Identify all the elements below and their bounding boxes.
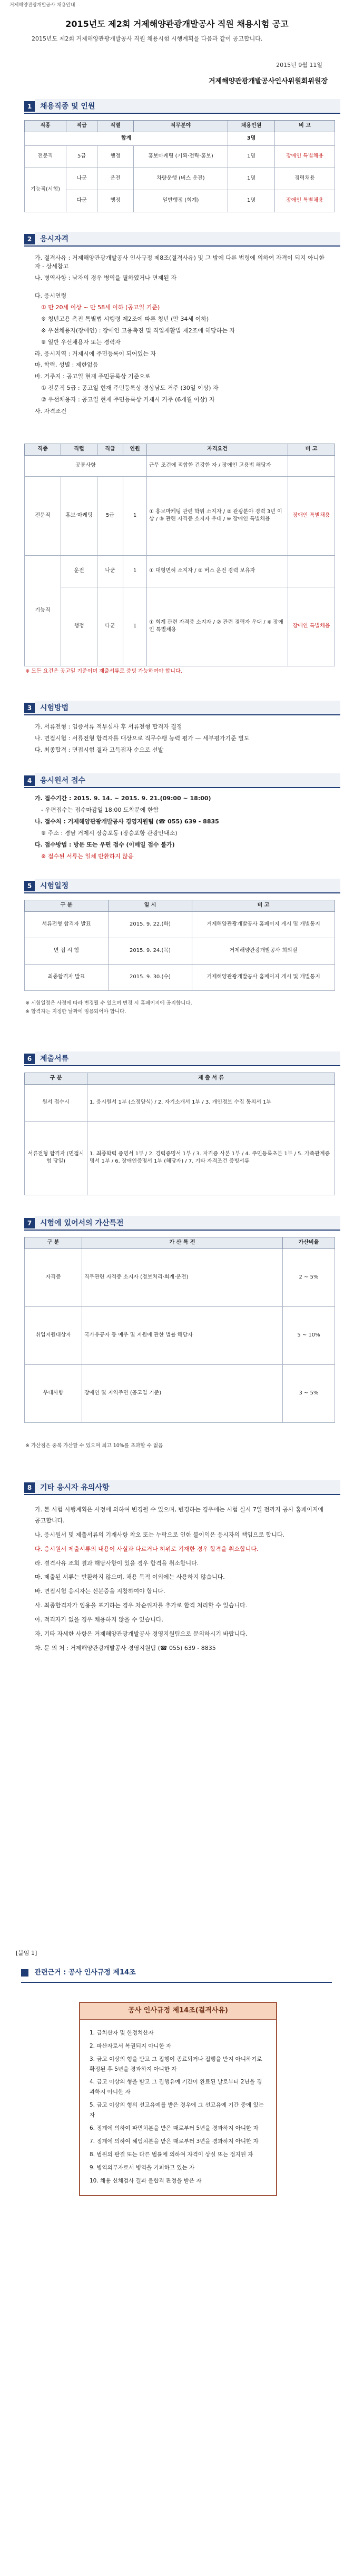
table-cell: 1 xyxy=(123,587,147,666)
item: ① 만 20세 이상 ~ 만 58세 이하 (공고일 기준) xyxy=(41,303,160,311)
disqualification-box xyxy=(79,2002,277,2196)
qualification-table xyxy=(24,444,335,666)
table-cell: 면 접 시 험 xyxy=(25,938,109,964)
item: 나. 병역사항 : 남자의 경우 병역을 필하였거나 면제된 자 xyxy=(35,274,176,281)
section-number: 7 xyxy=(24,1218,35,1228)
table-cell: 홍보·마케팅 xyxy=(61,476,97,555)
item: 다. 응시연령 xyxy=(35,292,67,299)
table-cell: 2 ~ 5% xyxy=(283,1248,335,1306)
col-header: 가산비율 xyxy=(283,1237,335,1249)
table-cell: 서류전형 합격자 발표 xyxy=(25,911,109,938)
table-cell: ① 회계 관련 자격증 소지자 / ② 관련 경력자 우대 / ※ 장애인 특별채용 xyxy=(147,587,288,666)
item: 라. 응시지역 : 거제시에 주민등록이 되어있는 자 xyxy=(35,350,156,357)
list-item: 5. 금고 이상의 형의 선고유예를 받은 경우에 그 선고유예 기간 중에 있는 자 xyxy=(90,2102,264,2119)
box-title: 공사 인사규정 제14조(결격사유) xyxy=(80,2003,276,2020)
section-title: 시험에 있어서의 가산특전 xyxy=(40,1219,124,1227)
total-label: 합계 xyxy=(25,132,228,145)
list-item: 가. 본 시험 시행계획은 사정에 의하여 변경될 수 있으며, 변경하는 경우에는 시험 실시 7일 전까지 공사 홈페이지에 공고합니다. xyxy=(35,1506,324,1524)
section-1-header xyxy=(14,99,340,114)
section-title: 채용직종 및 인원 xyxy=(40,102,95,111)
item: 사. 자격조건 xyxy=(35,408,67,415)
table-cell: 5급 xyxy=(66,145,97,168)
list-item: 9. 병역의무자로서 병역을 기피하고 있는 자 xyxy=(90,2164,195,2171)
item: ※ 우선채용자(장애인) : 장애인 고용촉진 및 직업재활법 제2조에 해당하는 자 xyxy=(41,327,235,334)
attachment-label: [붙임 1] xyxy=(16,1950,37,1956)
bonus-table xyxy=(24,1237,335,1423)
list-item: 라. 결격사유 조회 결과 해당사항이 있을 경우 합격을 취소합니다. xyxy=(35,1559,199,1567)
table-cell: 전문직 xyxy=(25,145,66,168)
table-cell: 기능직 xyxy=(25,555,61,666)
item: ※ 일반 우선채용자 또는 경력자 xyxy=(41,338,121,346)
section-3-header xyxy=(14,701,340,715)
table-cell: 일반행정 (회계) xyxy=(134,190,228,212)
list-item: 바. 면접시험 응시자는 신분증을 지참하여야 합니다. xyxy=(35,1588,165,1595)
list-item: 10. 채용 신체검사 결과 불합격 판정을 받은 자 xyxy=(90,2177,202,2184)
section-title: 시험일정 xyxy=(40,882,69,890)
recruit-table xyxy=(24,120,335,212)
schedule-note: ※ 합격자는 지정한 날짜에 임용되어야 합니다. xyxy=(25,1009,126,1015)
col-header: 인원 xyxy=(123,444,147,456)
table-cell: 장애인 특별채용 xyxy=(288,476,335,555)
table-cell: 1명 xyxy=(228,145,275,168)
notice-list xyxy=(35,1505,330,1657)
table-cell: 최종합격자 발표 xyxy=(25,964,109,990)
table-cell: 장애인 특별채용 xyxy=(288,587,335,666)
list-item: 1. 금치산자 및 한정치산자 xyxy=(90,2029,154,2036)
item: 바. 거주지 : 공고일 현재 주민등록상 기준으로 xyxy=(35,373,151,380)
col-header: 직급 xyxy=(97,444,123,456)
table-cell: 1 xyxy=(123,476,147,555)
section-title: 응시자격 xyxy=(40,235,69,243)
table-cell: 서류전형 합격자 (면접시험 당일) xyxy=(25,1121,87,1195)
item: 다. 최종합격 : 면접시험 결과 고득점자 순으로 선발 xyxy=(35,746,164,753)
col-header: 자격요건 xyxy=(147,444,288,456)
table-cell: 원서 접수시 xyxy=(25,1084,87,1121)
col-header: 구 분 xyxy=(25,1073,87,1085)
col-header: 직종 xyxy=(25,121,66,132)
section-number: 4 xyxy=(24,775,35,786)
intro-text: 2015년도 제2회 거제해양관광개발공사 직원 채용시험 시행계획을 다음과 같이 공고합니다. xyxy=(32,35,263,42)
col-header: 직렬 xyxy=(61,444,97,456)
breadcrumb: 거제해양관광개발공사 채용안내 xyxy=(9,3,75,8)
table-cell: 거제해양관광개발공사 홈페이지 게시 및 개별통지 xyxy=(192,964,335,990)
list-item: 8. 법원의 판결 또는 다른 법률에 의하여 자격이 상실 또는 정지된 자 xyxy=(90,2151,253,2158)
section-4-header xyxy=(14,773,340,788)
exam-method-text xyxy=(35,723,330,758)
col-header: 채용인원 xyxy=(228,121,275,132)
table-cell: 1. 응시원서 1부 (소정양식) / 2. 자기소개서 1부 / 3. 개인정보 수집 동의서 1부 xyxy=(87,1084,335,1121)
table-cell: 나군 xyxy=(97,555,123,587)
col-header: 일 시 xyxy=(109,900,192,912)
section-title: 응시원서 접수 xyxy=(40,776,86,785)
documents-table xyxy=(24,1073,335,1195)
section-title: 시험방법 xyxy=(40,704,69,712)
list-item: 아. 적격자가 없을 경우 채용하지 않을 수 있습니다. xyxy=(35,1616,163,1624)
list-item: 6. 징계에 의하여 파면처분을 받은 때로부터 5년을 경과하지 아니한 자 xyxy=(90,2125,259,2131)
section-title: 제출서류 xyxy=(40,1055,69,1063)
table-cell: 거제해양관광개발공사 회의실 xyxy=(192,938,335,964)
table-cell: 경력채용 xyxy=(275,168,335,190)
list-item: 마. 제출된 서류는 반환하지 않으며, 채용 목적 이외에는 사용하지 않습니다. xyxy=(35,1574,225,1581)
announce-date: 2015년 9월 11일 xyxy=(276,62,322,68)
list-item: 7. 징계에 의하여 해임처분을 받은 때로부터 3년을 경과하지 아니한 자 xyxy=(90,2138,259,2145)
table-cell: 행정 xyxy=(97,145,134,168)
table-cell xyxy=(288,455,335,476)
table-cell xyxy=(288,555,335,587)
table-cell: 운전 xyxy=(61,555,97,587)
section-number: 8 xyxy=(24,1482,35,1493)
issuer: 거제해양관광개발공사인사위원회위원장 xyxy=(208,77,328,85)
table-cell: 장애인 및 지역주민 (공고일 기준) xyxy=(82,1364,283,1422)
col-header: 직무분야 xyxy=(134,121,228,132)
item: 나. 면접시험 : 서류전형 합격자를 대상으로 직무수행 능력 평가 — 세부평가기준 별도 xyxy=(35,734,250,742)
col-header: 비 고 xyxy=(192,900,335,912)
attachment-subtitle: 관련근거 : 공사 인사규정 제14조 xyxy=(34,1969,136,1977)
table-cell: 공통사항 xyxy=(25,455,147,476)
table-cell: 2015. 9. 22.(화) xyxy=(109,911,192,938)
bullet-icon xyxy=(21,1969,28,1977)
table-cell: 다군 xyxy=(66,190,97,212)
table-cell: 다군 xyxy=(97,587,123,666)
item: 가. 서류전형 : 입증서류 적부심사 후 서류전형 합격자 결정 xyxy=(35,723,182,730)
item: 가. 결격사유 : 거제해양관광개발공사 인사규정 제8조(결격사유) 및 그 밖에 다른 법령에 의하여 자격이 되지 아니한 자 - 상세참고 xyxy=(35,254,324,270)
schedule-table xyxy=(24,900,335,991)
section-number: 1 xyxy=(24,101,35,112)
list-item: 2. 파산자로서 복권되지 아니한 자 xyxy=(90,2042,172,2049)
table-cell: 기능직(시험) xyxy=(25,168,66,212)
col-header: 구 분 xyxy=(25,900,109,912)
list-item: 다. 응시원서 제출서류의 내용이 사실과 다르거나 허위로 기재한 경우 합격을 취소합니다. xyxy=(35,1545,259,1552)
table-cell: 전문직 xyxy=(25,476,61,555)
table-cell: 1명 xyxy=(228,190,275,212)
section-5-header xyxy=(14,879,340,893)
table-cell: 국가유공자 등 예우 및 지원에 관한 법률 해당자 xyxy=(82,1306,283,1364)
item: 다. 접수방법 : 방문 또는 우편 접수 (이메일 접수 불가) xyxy=(35,841,175,848)
table-cell: 장애인 특별채용 xyxy=(275,190,335,212)
col-header: 직종 xyxy=(25,444,61,456)
total-count: 3명 xyxy=(228,132,275,145)
table-cell: 1명 xyxy=(228,168,275,190)
table-cell: 2015. 9. 24.(목) xyxy=(109,938,192,964)
item: ※ 청년고용 촉진 특별법 시행령 제2조에 따른 청년 (만 34세 이하) xyxy=(41,315,209,322)
table-cell: 취업지원대상자 xyxy=(25,1306,82,1364)
col-header: 비 고 xyxy=(288,444,335,456)
col-header: 가 산 특 전 xyxy=(82,1237,283,1249)
table-cell: 2015. 9. 30.(수) xyxy=(109,964,192,990)
table-cell: 3 ~ 5% xyxy=(283,1364,335,1422)
attachment-header xyxy=(21,1968,332,1983)
col-header: 비 고 xyxy=(275,121,335,132)
col-header: 직렬 xyxy=(97,121,134,132)
section-number: 6 xyxy=(24,1054,35,1064)
table-cell: 차량운행 (버스 운전) xyxy=(134,168,228,190)
table-cell: 행정 xyxy=(97,190,134,212)
table-cell: 1 xyxy=(123,555,147,587)
table-cell: 5급 xyxy=(97,476,123,555)
table-cell: 운전 xyxy=(97,168,134,190)
section-title: 기타 응시자 유의사항 xyxy=(40,1483,110,1492)
table-cell: 장애인 특별채용 xyxy=(275,145,335,168)
table-cell: 직무관련 자격증 소지자 (정보처리·회계·운전) xyxy=(82,1248,283,1306)
list-item: 차. 문 의 처 : 거제해양관광개발공사 경영지원팀 (☎ 055) 639 - 8835 xyxy=(35,1644,216,1651)
item: ※ 접수된 서류는 일체 반환하지 않음 xyxy=(41,852,134,860)
table-cell: ① 홍보마케팅 관련 학위 소지자 / ② 관광분야 경력 3년 이상 / ③ 관련 자격증 소지자 우대 / ※ 장애인 특별채용 xyxy=(147,476,288,555)
section-2-header xyxy=(14,232,340,247)
table-cell: 나군 xyxy=(66,168,97,190)
table-cell: 5 ~ 10% xyxy=(283,1306,335,1364)
item: ① 전문직 5급 : 공고일 현재 주민등록상 경상남도 거주 (30일 이상) 자 xyxy=(41,385,219,392)
item: - 우편접수는 접수마감일 18:00 도착분에 한함 xyxy=(41,806,159,813)
item: 나. 접수처 : 거제해양관광개발공사 경영지원팀 (☎ 055) 639 - 8835 xyxy=(35,818,219,825)
item: 마. 학력, 성별 : 제한없음 xyxy=(35,361,99,369)
section-6-header xyxy=(14,1051,340,1066)
item: 가. 접수기간 : 2015. 9. 14. ~ 2015. 9. 21.(09:00 ~ 18:00) xyxy=(35,795,211,802)
table-cell: 거제해양관광개발공사 홈페이지 게시 및 개별통지 xyxy=(192,911,335,938)
list-item: 4. 금고 이상의 형을 받고 그 집행유예 기간이 완료된 날로부터 2년을 경과하지 아니한 자 xyxy=(90,2079,262,2096)
table-cell: ① 대형면허 소지자 / ② 버스 운전 경력 보유자 xyxy=(147,555,288,587)
list-item: 나. 응시원서 및 제출서류의 기재사항 착오 또는 누락으로 인한 불이익은 응시자의 책임으로 합니다. xyxy=(35,1531,284,1538)
bonus-note: ※ 가산점은 중복 가산할 수 있으며 최고 10%를 초과할 수 없음 xyxy=(25,1443,163,1449)
col-header: 제 출 서 류 xyxy=(87,1073,335,1085)
table-cell: 1. 최종학력 증명서 1부 / 2. 경력증명서 1부 / 3. 자격증 사본 1부 / 4. 주민등록초본 1부 / 5. 가족관계증명서 1부 / 6. 장애인증명서 1부 (해당자) / 7. 기타 자격조건 증빙서류 xyxy=(87,1121,335,1195)
table-cell: 홍보마케팅 (기획·전략·홍보) xyxy=(134,145,228,168)
page-title: 2015년도 제2회 거제해양관광개발공사 직원 채용시험 공고 xyxy=(65,19,289,29)
qualification-text xyxy=(35,254,330,419)
item: ② 우선채용자 : 공고일 현재 주민등록상 거제시 거주 (6개월 이상) 자 xyxy=(41,396,215,404)
section-number: 3 xyxy=(24,703,35,713)
col-header: 직급 xyxy=(66,121,97,132)
table-cell: 근무 조건에 적합한 건강한 자 / 장애인 고용법 해당자 xyxy=(147,455,288,476)
table-cell: 우대사항 xyxy=(25,1364,82,1422)
section-number: 5 xyxy=(24,881,35,891)
schedule-note: ※ 시험일정은 사정에 따라 변경될 수 있으며 변경 시 홈페이지에 공지합니다. xyxy=(25,1000,192,1006)
section-8-header xyxy=(14,1480,340,1495)
list-item: 사. 최종합격자가 임용을 포기하는 경우 차순위자를 추가로 합격 처리할 수 있습니다. xyxy=(35,1602,248,1609)
list-item: 자. 기타 자세한 사항은 거제해양관광개발공사 경영지원팀으로 문의하시기 바랍니다. xyxy=(35,1630,248,1638)
section-7-header xyxy=(14,1216,340,1231)
section-number: 2 xyxy=(24,234,35,244)
application-text xyxy=(35,794,330,864)
footnote: ※ 모든 요건은 공고일 기준이며 제출서류로 증빙 가능하여야 합니다. xyxy=(25,668,182,674)
col-header: 구 분 xyxy=(25,1237,82,1249)
table-cell: 행정 xyxy=(61,587,97,666)
list-item: 3. 금고 이상의 형을 받고 그 집행이 종료되거나 집행을 받지 아니하기로 확정된 후 5년을 경과하지 아니한 자 xyxy=(90,2056,262,2072)
item: ※ 주소 : 경남 거제시 장승포동 (장승포항 관광안내소) xyxy=(41,829,178,837)
table-cell: 자격증 xyxy=(25,1248,82,1306)
